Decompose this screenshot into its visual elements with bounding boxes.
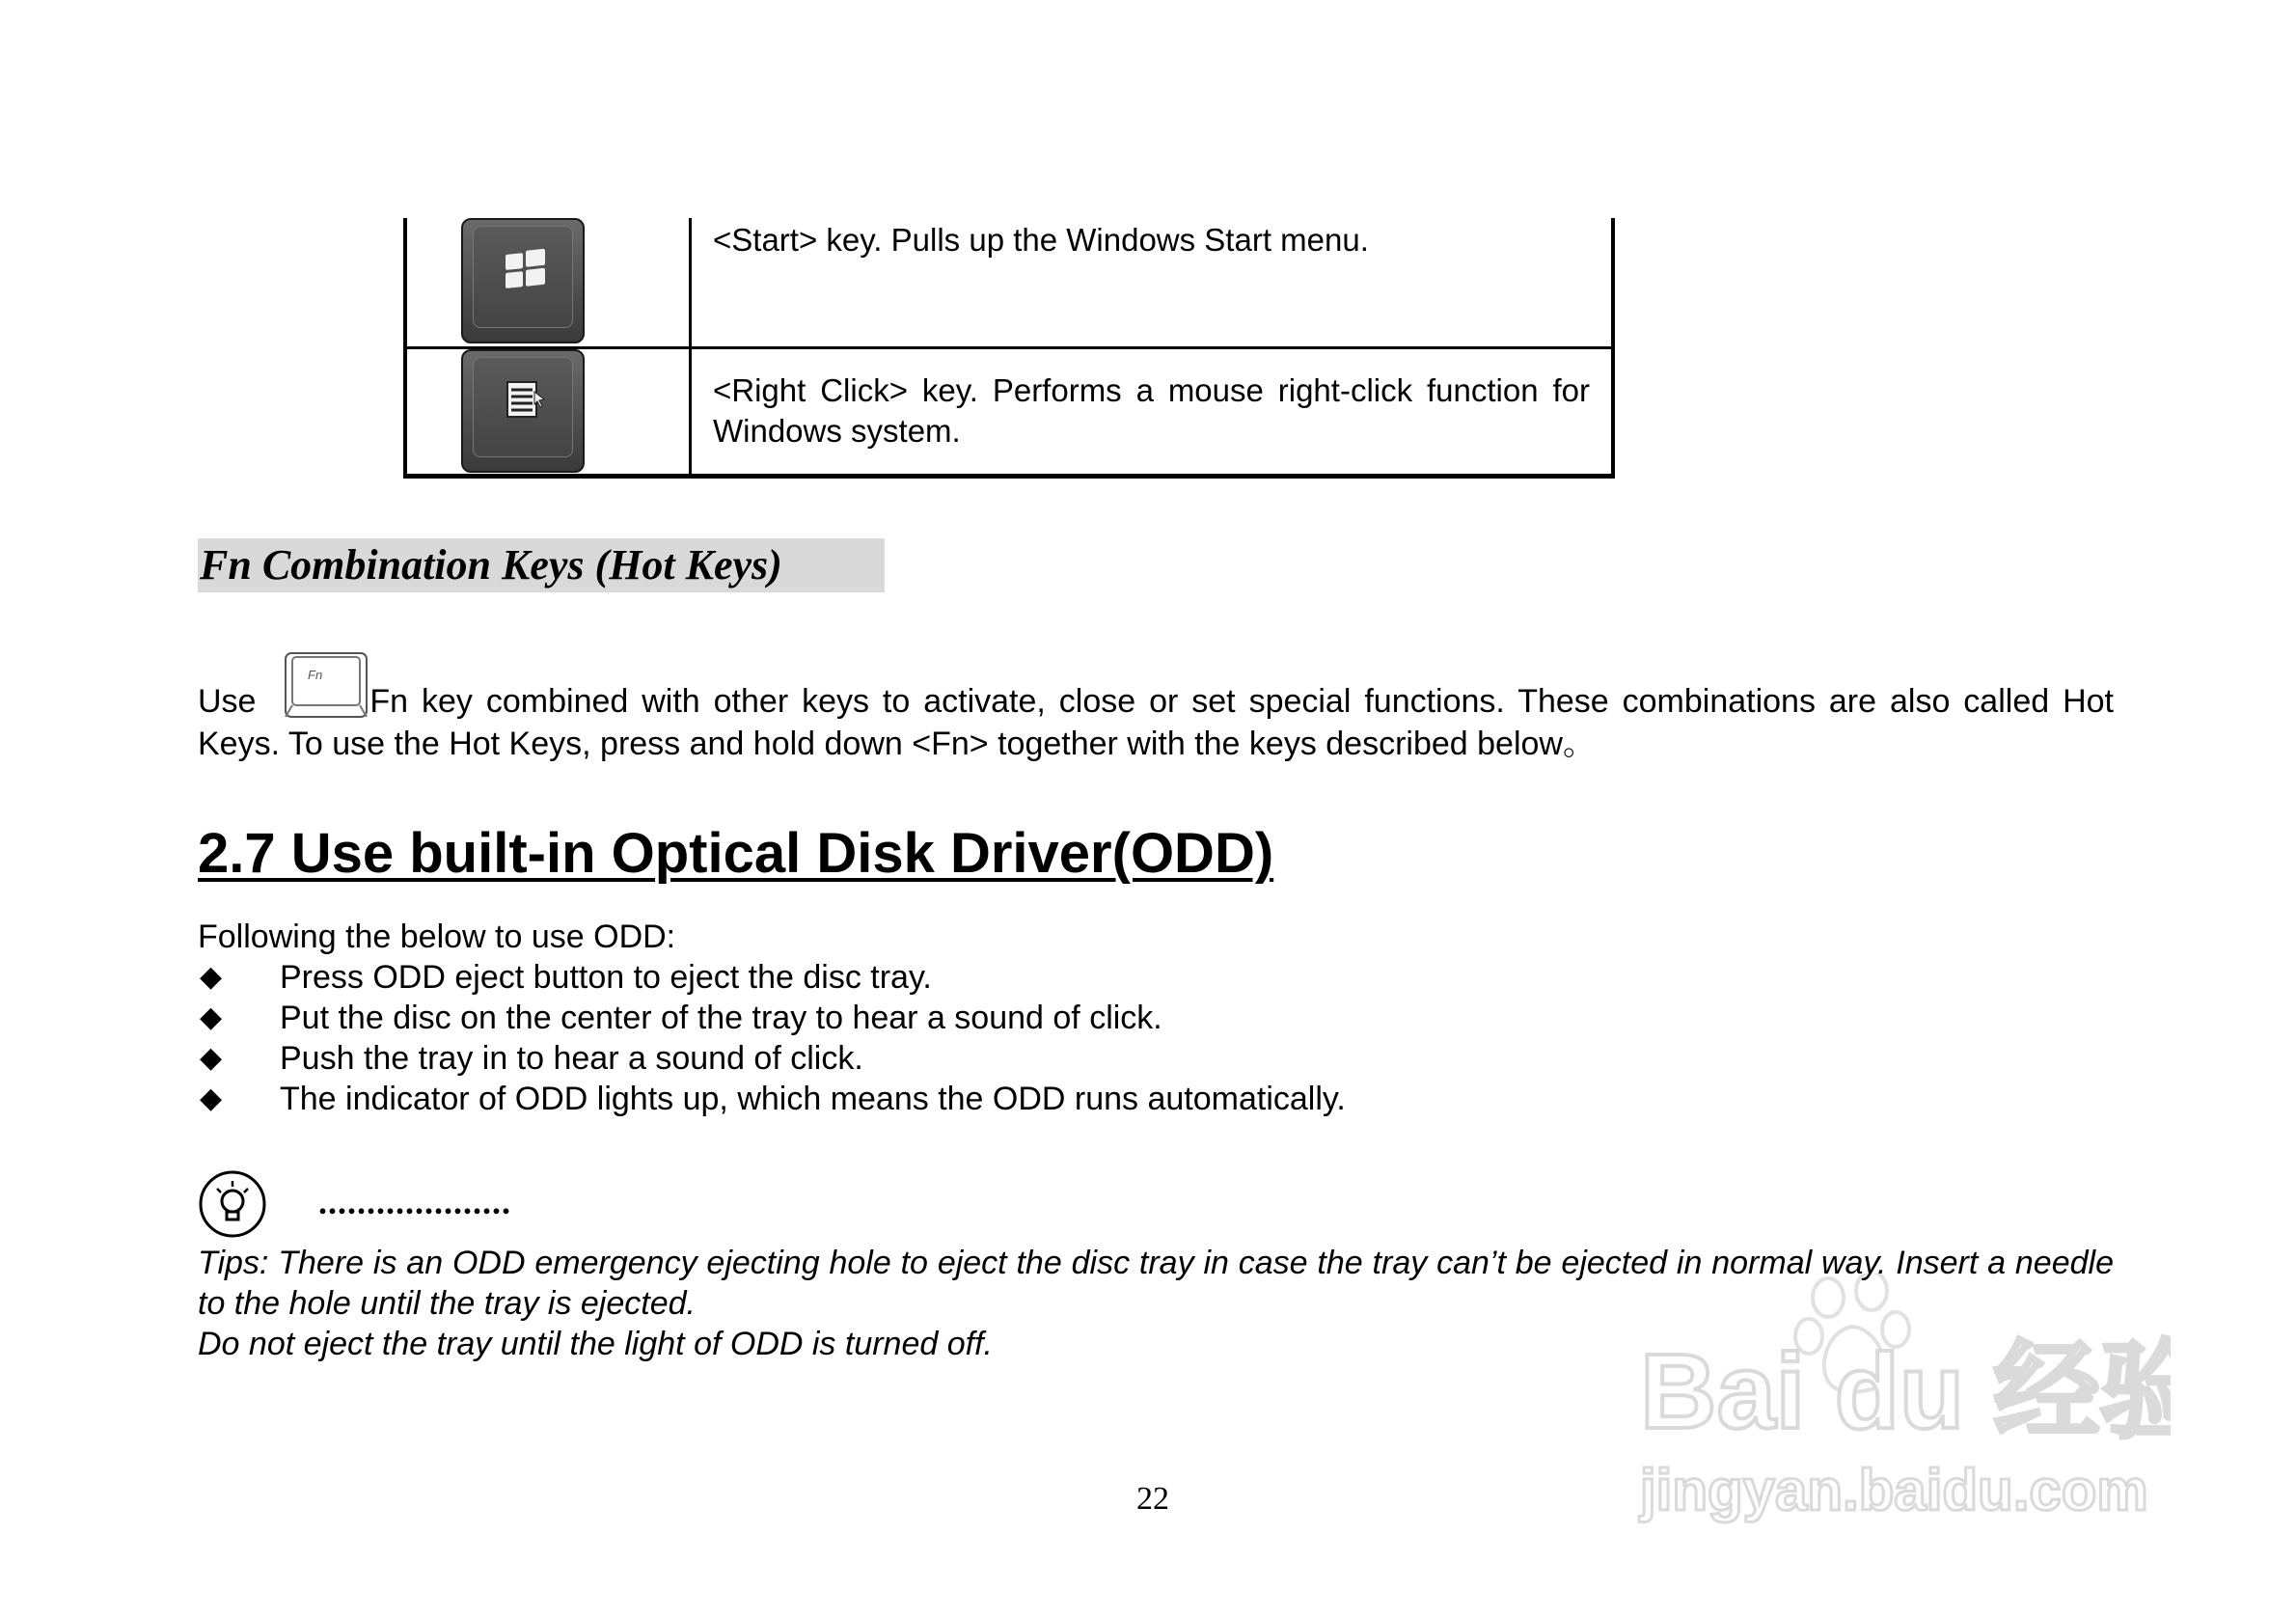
windows-start-key-icon (461, 218, 585, 343)
step-text: The indicator of ODD lights up, which means the ODD runs automatically. (280, 1081, 1346, 1117)
chapter-heading: 2.7 Use built-in Optical Disk Driver(ODD) (198, 822, 1274, 885)
key-description: <Right Click> key. Performs a mouse right-click function for Windows system. (713, 372, 1590, 449)
watermark-url: jingyan.baidu.com (1640, 1458, 2148, 1522)
context-menu-key-icon (461, 349, 585, 473)
tip-line: Do not eject the tray until the light of ODD is turned off. (198, 1326, 993, 1362)
section-heading: Fn Combination Keys (Hot Keys) (198, 538, 885, 592)
odd-intro: Following the below to use ODD: (198, 918, 676, 955)
fn-text-before: Use (198, 683, 270, 720)
baidu-watermark-logo (1630, 1274, 2171, 1544)
key-table-row (407, 349, 1611, 474)
fn-key-icon (285, 652, 368, 718)
list-item (198, 1038, 1346, 1079)
step-text: Put the disc on the center of the tray to hear a sound of click. (280, 1000, 1162, 1036)
list-item (198, 998, 1346, 1038)
fn-key-label: Fn (308, 668, 323, 682)
watermark-brand: Bai du 经验 (1640, 1332, 2171, 1451)
key-image-cell (407, 218, 692, 346)
list-item (198, 1079, 1346, 1119)
bullet-diamond-icon: ◆ (200, 1083, 223, 1114)
tip-line: Tips: There is an ODD emergency ejecting hole to eject the disc tray in case the tray can’t be ejected in normal way. Insert a needle to the hole until the tray is ejected. (198, 1245, 2114, 1322)
key-image-cell (407, 349, 692, 474)
key-table-row (407, 218, 1611, 349)
odd-steps-list (198, 957, 1346, 1119)
list-item (198, 957, 1346, 998)
fn-text-after: Fn key combined with other keys to activate, close or set special functions. These combinations are also called Hot Keys. To use the Hot Keys, press and hold down <Fn> together with the keys described below。 (198, 683, 2114, 762)
bullet-diamond-icon: ◆ (200, 1042, 223, 1074)
lightbulb-icon (198, 1169, 267, 1239)
step-text: Press ODD eject button to eject the disc tray. (280, 959, 932, 996)
step-text: Push the tray in to hear a sound of click. (280, 1040, 863, 1077)
fn-paragraph (198, 652, 2114, 765)
key-table (403, 218, 1615, 479)
page-number: 22 (1136, 1481, 1169, 1517)
key-description: <Start> key. Pulls up the Windows Start menu. (713, 222, 1369, 258)
tip-dots: .................... (318, 1183, 511, 1221)
bullet-diamond-icon: ◆ (200, 961, 223, 993)
bullet-diamond-icon: ◆ (200, 1001, 223, 1033)
